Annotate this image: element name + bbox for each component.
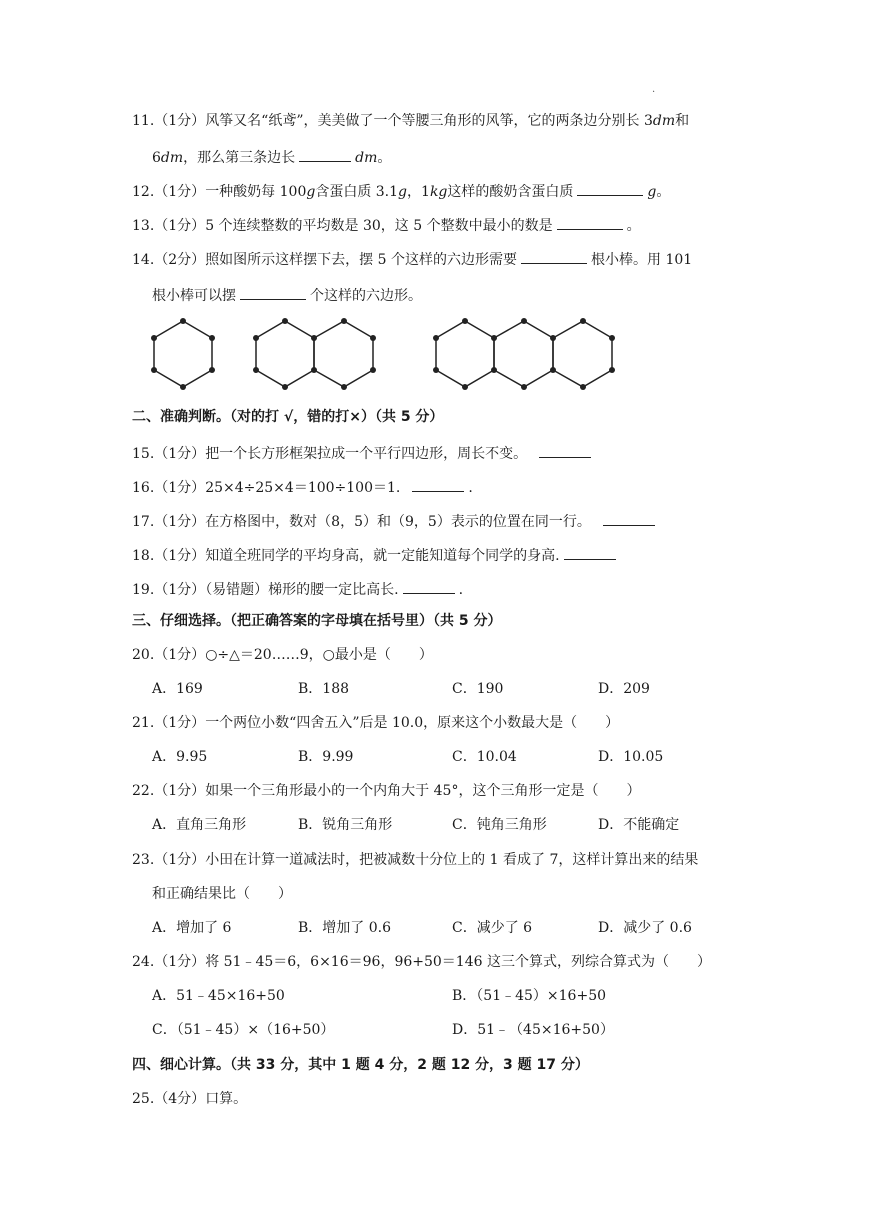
section-4-heading: 四、细心计算。（共 33 分，其中 1 题 4 分，2 题 12 分，3 题 17 分） (132, 1057, 589, 1073)
question-15: 15.（1分）把一个长方形框架拉成一个平行四边形，周长不变。 (132, 441, 595, 464)
q24-option-a[interactable]: A．51﹣45×16+50 (152, 988, 285, 1004)
q24-option-d[interactable]: D．51﹣（45×16+50） (452, 1022, 614, 1038)
q20-option-b[interactable]: B．188 (298, 681, 350, 697)
q23-option-a[interactable]: A．增加了 6 (152, 920, 232, 936)
answer-blank[interactable] (299, 145, 351, 162)
q24-option-b[interactable]: B．（51﹣45）×16+50 (452, 988, 607, 1004)
q23-option-c[interactable]: C．减少了 6 (452, 920, 533, 936)
question-14-line1: 14.（2分）照如图所示这样摆下去，摆 5 个这样的六边形需要 根小棒。用 101 (132, 247, 692, 270)
question-17: 17.（1分）在方格图中，数对（8，5）和（9，5）表示的位置在同一行。 (132, 509, 659, 532)
answer-blank[interactable] (403, 577, 455, 594)
question-23-line2: 和正确结果比（ ） (152, 886, 292, 902)
answer-blank[interactable] (564, 543, 616, 560)
question-20: 20.（1分）○÷△＝20……9，○最小是（ ） (132, 647, 433, 663)
q21-option-c[interactable]: C．10.04 (452, 749, 517, 765)
q22-option-b[interactable]: B．锐角三角形 (298, 817, 393, 833)
question-12: 12.（1分）一种酸奶每 100g含蛋白质 3.1g，1kg这样的酸奶含蛋白质 g。 (132, 179, 670, 202)
q20-option-a[interactable]: A．169 (152, 681, 203, 697)
question-24: 24.（1分）将 51﹣45＝6，6×16＝96，96+50＝146 这三个算式，列综合算式为（ ） (132, 954, 711, 970)
q23-option-d[interactable]: D．减少了 0.6 (598, 920, 692, 936)
question-21: 21.（1分）一个两位小数“四舍五入”后是 10.0，原来这个小数最大是（ ） (132, 715, 620, 731)
question-18: 18.（1分）知道全班同学的平均身高，就一定能知道每个同学的身高. (132, 543, 620, 566)
q20-option-c[interactable]: C．190 (452, 681, 504, 697)
hexagon-figure-3 (430, 314, 622, 392)
q21-option-b[interactable]: B．9.99 (298, 749, 354, 765)
question-14-line2: 根小棒可以摆 个这样的六边形。 (152, 283, 422, 306)
q24-option-c[interactable]: C．（51﹣45）×（16+50） (152, 1022, 335, 1038)
q23-option-b[interactable]: B．增加了 0.6 (298, 920, 392, 936)
answer-blank[interactable] (521, 247, 587, 264)
page-mark: . (652, 84, 656, 95)
q21-option-d[interactable]: D．10.05 (598, 749, 664, 765)
hexagon-figure-1 (148, 314, 220, 392)
question-19: 19.（1分）（易错题）梯形的腰一定比高长. . (132, 577, 463, 600)
answer-blank[interactable] (412, 475, 464, 492)
answer-blank[interactable] (539, 441, 591, 458)
question-13: 13.（1分）5 个连续整数的平均数是 30，这 5 个整数中最小的数是 。 (132, 213, 641, 236)
section-2-heading: 二、准确判断。（对的打 √，错的打×）（共 5 分） (132, 409, 444, 425)
q22-option-a[interactable]: A．直角三角形 (152, 817, 247, 833)
answer-blank[interactable] (603, 509, 655, 526)
answer-blank[interactable] (240, 283, 306, 300)
answer-blank[interactable] (557, 213, 623, 230)
question-25: 25.（4分）口算。 (132, 1091, 248, 1107)
question-16: 16.（1分）25×4÷25×4＝100÷100＝1. . (132, 475, 473, 498)
section-3-heading: 三、仔细选择。（把正确答案的字母填在括号里）（共 5 分） (132, 613, 502, 629)
question-11-line1: 11.（1分）风筝又名“纸鸢”，美美做了一个等腰三角形的风筝，它的两条边分别长 3dm和 (132, 113, 690, 129)
question-22: 22.（1分）如果一个三角形最小的一个内角大于 45°，这个三角形一定是（ ） (132, 783, 641, 799)
q22-option-c[interactable]: C．钝角三角形 (452, 817, 547, 833)
question-23-line1: 23.（1分）小田在计算一道减法时，把被减数十分位上的 1 看成了 7，这样计算出来的结果 (132, 852, 699, 868)
hexagon-figure-2 (250, 314, 382, 392)
q20-option-d[interactable]: D．209 (598, 681, 650, 697)
question-11-line2: 6dm，那么第三条边长 dm。 (152, 145, 391, 168)
q21-option-a[interactable]: A．9.95 (152, 749, 208, 765)
q22-option-d[interactable]: D．不能确定 (598, 817, 680, 833)
answer-blank[interactable] (577, 179, 643, 196)
